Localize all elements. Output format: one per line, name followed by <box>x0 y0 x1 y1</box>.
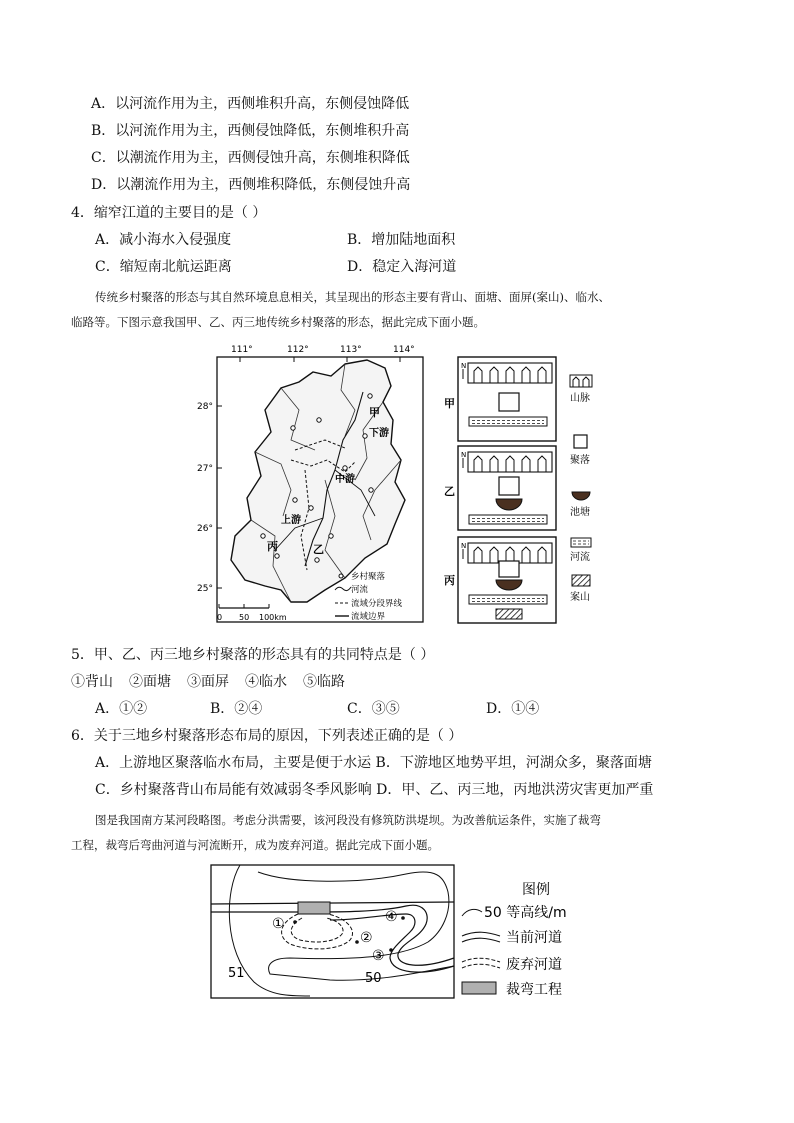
q5-option-c: C．③⑤ <box>347 701 400 717</box>
point-4: ④ <box>385 909 398 925</box>
panel-bing <box>458 537 556 623</box>
legend-river: 河流 <box>351 585 369 595</box>
q5-item-1: ①背山 <box>71 674 113 690</box>
point-1: ① <box>272 916 285 932</box>
legend-abandoned-river: 废弃河道 <box>506 957 562 973</box>
q3-option-d: D．以潮流作用为主，西侧堆积降低，东侧侵蚀升高 <box>91 177 411 193</box>
label-downstream: 下游 <box>369 428 389 439</box>
contour-label-50: 50 <box>365 971 382 986</box>
cutoff-project <box>298 902 330 914</box>
row-label-jia: 甲 <box>444 397 455 410</box>
label-upstream: 上游 <box>281 515 301 526</box>
legend-contour: 50 等高线/m <box>484 905 567 921</box>
q4-option-c: C．缩短南北航运距离 <box>95 259 232 275</box>
river-cutoff-map <box>210 862 590 1002</box>
label-midstream: 中游 <box>335 474 355 485</box>
legend-mountain: 山脉 <box>570 393 590 404</box>
cutoff-map-frame <box>211 865 454 998</box>
q5-option-a: A．①② <box>95 701 148 717</box>
label-bing: 丙 <box>267 540 278 553</box>
q4-option-b: B．增加陆地面积 <box>347 232 456 248</box>
lon-label-113: 113° <box>340 345 362 355</box>
point-3: ③ <box>372 948 385 964</box>
panel-jia <box>458 357 556 441</box>
legend-village: 乡村聚落 <box>351 572 386 582</box>
q4-option-d: D．稳定入海河道 <box>347 259 457 275</box>
q5-item-4: ④临水 <box>245 674 287 690</box>
q5-item-2: ②面塘 <box>129 674 171 690</box>
q4-stem: 4．缩窄江道的主要目的是（ ） <box>71 205 267 221</box>
river-basin-map <box>195 340 435 625</box>
q5-item-3: ③面屏 <box>187 674 229 690</box>
q5-items <box>71 673 345 691</box>
lat-label-27: 27° <box>197 464 213 474</box>
q5-stem: 5．甲、乙、丙三地乡村聚落的形态具有的共同特点是（ ） <box>71 647 435 663</box>
q3-option-c: C．以潮流作用为主，西侧侵蚀升高，东侧堆积降低 <box>91 150 410 166</box>
lat-label-25: 25° <box>197 584 213 594</box>
settlement-form-diagram <box>440 355 600 627</box>
scale-50: 50 <box>239 613 250 622</box>
passage2-line1: 图是我国南方某河段略图。考虑分洪需要，该河段没有修筑防洪堤坝。为改善航运条件，实施了裁弯 <box>95 813 601 827</box>
scale-bar <box>217 604 287 622</box>
north-arrow-label: N <box>461 362 467 370</box>
panel-yi <box>458 446 556 530</box>
row-label-bing: 丙 <box>444 574 455 587</box>
legend-cutoff: 裁弯工程 <box>506 982 562 998</box>
q6-options-ab: A．上游地区聚落临水布局，主要是便于水运 B．下游地区地势平坦，河湖众多，聚落面塘 <box>95 755 652 771</box>
q6-stem: 6．关于三地乡村聚落形态布局的原因，下列表述正确的是（ ） <box>71 728 463 744</box>
passage1-line2: 临路等。下图示意我国甲、乙、丙三地传统乡村聚落的形态，据此完成下面小题。 <box>71 315 485 329</box>
legend-river-2: 河流 <box>570 552 590 563</box>
legend-current-river: 当前河道 <box>506 930 562 946</box>
passage2-line2: 工程，裁弯后弯曲河道与河流断开，成为废弃河道。据此完成下面小题。 <box>71 838 439 852</box>
q5-option-d: D．①④ <box>486 701 540 717</box>
basin-boundary <box>231 360 405 602</box>
legend-anshan: 案山 <box>570 592 590 603</box>
passage1-line1: 传统乡村聚落的形态与其自然环境息息相关，其呈现出的形态主要有背山、面塘、面屏(案山)、临水、 <box>95 290 610 304</box>
lat-label-26: 26° <box>197 524 213 534</box>
q3-option-b: B．以河流作用为主，西侧侵蚀降低，东侧堆积升高 <box>91 123 410 139</box>
lon-label-114: 114° <box>393 345 415 355</box>
q4-option-a: A．减小海水入侵强度 <box>95 232 232 248</box>
label-yi: 乙 <box>313 543 324 556</box>
contour-label-51: 51 <box>228 966 245 981</box>
q5-option-b: B．②④ <box>210 701 263 717</box>
q3-option-a: A．以河流作用为主，西侧堆积升高，东侧侵蚀降低 <box>91 96 410 112</box>
scale-0: 0 <box>217 613 223 622</box>
map2-legend <box>570 375 592 603</box>
legend-segment: 流域分段界线 <box>351 599 403 609</box>
lon-label-111: 111° <box>231 345 253 355</box>
lat-label-28: 28° <box>197 402 213 412</box>
legend-title: 图例 <box>522 882 550 898</box>
point-2: ② <box>360 930 373 946</box>
row-label-yi: 乙 <box>444 485 455 498</box>
label-jia: 甲 <box>369 406 380 419</box>
lon-label-112: 112° <box>287 345 309 355</box>
north-arrow-label-3: N <box>461 542 467 550</box>
legend-pond: 池塘 <box>570 507 590 518</box>
scale-100: 100km <box>259 613 287 622</box>
north-arrow-label-2: N <box>461 451 467 459</box>
legend-boundary: 流域边界 <box>351 612 386 622</box>
map3-legend <box>462 882 567 998</box>
q5-item-5: ⑤临路 <box>303 674 345 690</box>
q6-options-cd: C．乡村聚落背山布局能有效减弱冬季风影响 D．甲、乙、丙三地，丙地洪涝灾害更加严重 <box>95 782 654 798</box>
legend-settlement: 聚落 <box>570 455 590 466</box>
